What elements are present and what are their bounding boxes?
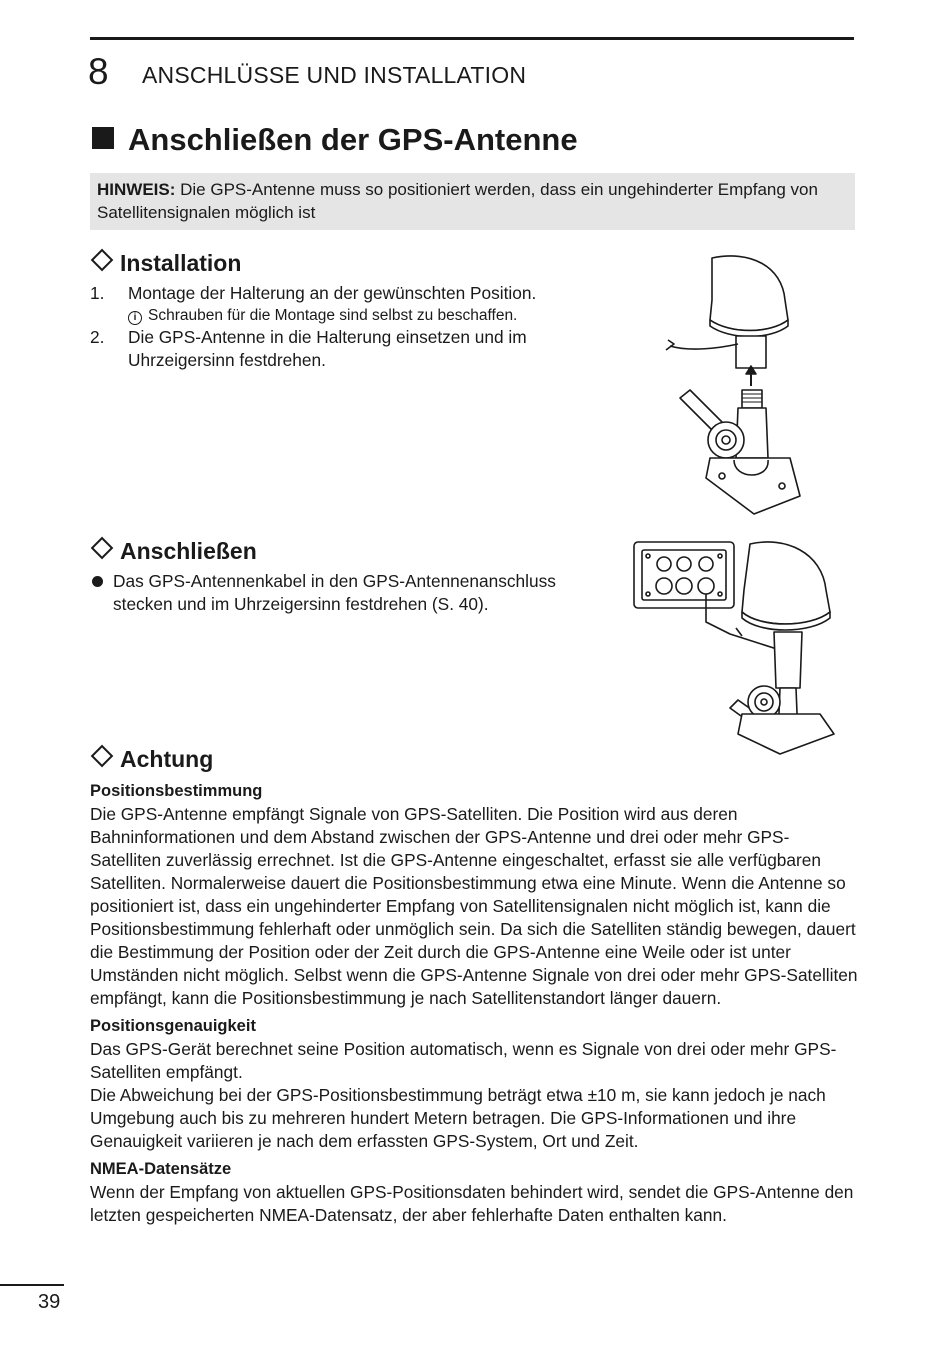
square-bullet-icon [92,127,114,149]
page-number: 39 [38,1291,61,1313]
installation-steps [90,282,610,372]
step-number: 2. [90,327,105,347]
caution-heading [90,744,213,774]
info-icon: i [128,311,142,325]
antenna-connection-illustration [630,538,856,758]
section-title [92,118,578,162]
diamond-icon [91,249,114,272]
paragraph-heading: Positionsgenauigkeit [90,1017,256,1035]
step-text: Montage der Halterung an der gewünschten Position. [128,283,537,303]
note-text: Die GPS-Antenne muss so positioniert werden, dass ein ungehinderter Empfang von Satellitensignalen möglich ist [97,180,818,222]
section-title-text: Anschließen der GPS-Antenne [128,122,578,157]
connect-heading-text: Anschließen [120,538,257,564]
list-item [90,282,610,326]
installation-heading-text: Installation [120,250,242,276]
caution-body [90,780,860,1227]
paragraph: Die GPS-Antenne empfängt Signale von GPS-Satelliten. Die Position wird aus deren Bahninformationen und dem Abstand zwischen der GPS-Antenne und drei oder mehr GPS-Satelliten zuverlässig errechnet. Ist die GPS-Antenne eingeschaltet, erfasst sie alle verfügbaren Satelliten. Normalerweise dauert die Positionsbestimmung etwa eine Minute. Wenn die Antenne so positioniert ist, dass ein ungehinderter Empfang von Satellitensignalen nicht möglich ist, kann die Positionsbestimmung fehlerhaft oder unmöglich sein. Da sich die Satelliten ständig bewegen, dauert die Bestimmung der Position oder der Zeit durch die GPS-Antenne eine Weile oder ist unter Umständen nicht möglich. Selbst wenn die GPS-Antenne Signale von drei oder mehr GPS-Satelliten empfängt, kann die Positionsbestimmung je nach Satellitenstandort länger dauern. [90,804,858,1008]
paragraph-heading: Positionsbestimmung [90,782,263,800]
note-box [90,173,855,230]
paragraph: Wenn der Empfang von aktuellen GPS-Positionsdaten behindert wird, sendet die GPS-Antenne den letzten gespeicherten NMEA-Datensatz, der aber fehlerhafte Daten enthalten kann. [90,1182,854,1225]
connect-bullet-text: Das GPS-Antennenkabel in den GPS-Antennenanschluss stecken und im Uhrzeigersinn festdrehen (S. 40). [113,571,556,614]
list-item [90,326,610,372]
connect-heading [90,536,257,566]
antenna-mount-illustration [650,248,810,518]
paragraph: Das GPS-Gerät berechnet seine Position automatisch, wenn es Signale von drei oder mehr GPS-Satelliten empfängt. [90,1039,837,1082]
bullet-icon [92,576,103,587]
paragraph: Die Abweichung bei der GPS-Positionsbestimmung beträgt etwa ±10 m, sie kann jedoch je nach Umgebung auch bis zu mehreren hundert Metern betragen. Die GPS-Informationen und ihre Genauigkeit variieren je nach dem erfassten GPS-System, Ort und Zeit. [90,1085,826,1151]
chapter-title: ANSCHLÜSSE UND INSTALLATION [142,62,527,88]
chapter-number: 8 [88,51,109,92]
step-hint-text: Schrauben für die Montage sind selbst zu beschaffen. [148,307,518,324]
note-label: HINWEIS: [97,180,176,199]
step-text: Die GPS-Antenne in die Halterung einsetzen und im Uhrzeigersinn festdrehen. [128,327,527,370]
list-item [90,570,603,616]
diamond-icon [91,745,114,768]
installation-heading [90,248,241,278]
footer-rule [0,1284,64,1286]
caution-heading-text: Achtung [120,746,214,772]
step-hint [128,305,610,326]
step-number: 1. [90,283,105,303]
diamond-icon [91,537,114,560]
paragraph-heading: NMEA-Datensätze [90,1160,232,1178]
header-rule [90,37,854,40]
